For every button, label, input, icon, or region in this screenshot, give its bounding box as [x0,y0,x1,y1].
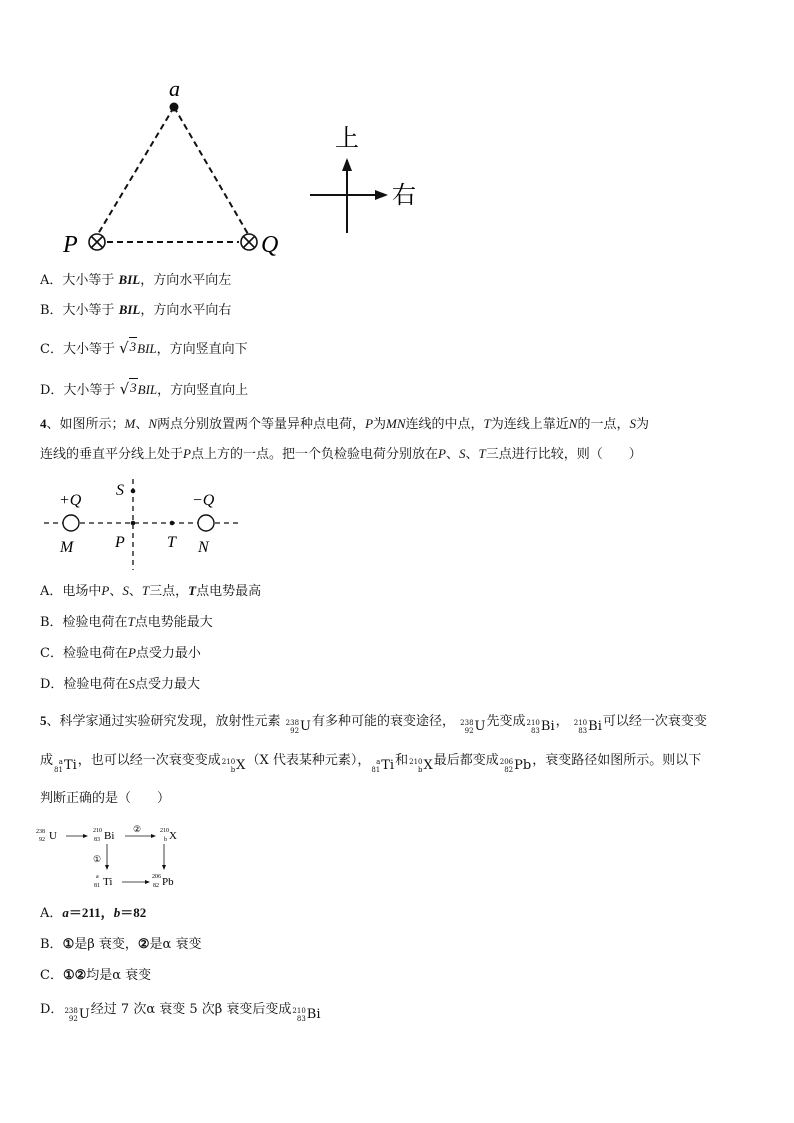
q4-number: 4 [40,416,47,431]
side-a-q [174,107,248,234]
q5-stem-line1: 5、科学家通过实验研究发现，放射性元素 238 92 U 有多种可能的衰变途径， 238 92 U 先变成 210 83 Bi ， 210 83 Bi 可以经一次衰变变 [40,713,707,735]
plus-q-label: +Q [59,492,82,509]
q5-option-b[interactable]: B．①是β 衰变，②是α 衰变 [40,936,202,952]
nuclide-bi210: 210 83 Bi [526,719,555,735]
point-s [131,489,136,494]
triangle-figure [55,76,435,262]
arrow-head-icon [105,865,109,870]
sqrt-icon: √ [119,339,129,357]
up-label: 上 [335,126,359,152]
nuclide-ti: a 81 Ti [54,758,77,774]
svg-text:81: 81 [94,883,100,889]
nuclide-u238: 238 92 U [64,1007,90,1023]
svg-text:210: 210 [160,828,169,834]
q5-option-c[interactable]: C．①②均是α 衰变 [40,967,152,983]
diagram-bi210 [93,828,114,843]
svg-text:Pb: Pb [162,876,174,888]
right-label: 右 [392,183,416,209]
sqrt-expression: √ 3 [119,380,137,398]
svg-text:U: U [49,830,57,842]
nuclide-x: 210 b X [221,758,246,774]
svg-text:206: 206 [152,874,161,880]
point-t [170,521,175,526]
nuclide-bi210: 210 83 Bi [573,719,602,735]
svg-text:210: 210 [93,828,102,834]
svg-text:Bi: Bi [104,830,115,842]
point-a-label: a [169,76,180,101]
s-label: S [116,482,124,499]
q4-option-c[interactable]: C．检验电荷在P点受力最小 [40,645,201,661]
q3-option-c[interactable]: C．大小等于 √ 3 BIL，方向竖直向下 [40,339,248,357]
diagram-pb206 [152,874,174,889]
current-into-page-p-icon [89,234,105,250]
svg-text:b: b [164,837,167,843]
right-arrow-icon [375,190,388,200]
n-label: N [198,539,209,556]
nuclide-ti: a 81 Ti [371,758,395,774]
arrow-head-icon [83,834,88,838]
svg-text:X: X [169,830,177,842]
charges-figure [40,476,250,576]
svg-text:a: a [96,874,99,880]
side-a-p [98,107,174,234]
q5-stem-line2: 成 a 81 Ti ，也可以经一次衰变变成 210 b X （X 代表某种元素）， a 81 Ti 和 210 b X 最后都变成 206 82 Pb ，衰变路径如图所示。则以下 [40,753,702,774]
q5-option-a[interactable]: A．a＝211，b＝82 [40,905,147,921]
nuclide-pb206: 206 82 Pb [499,758,532,774]
arrow-head-icon [162,865,166,870]
charge-m [63,515,79,531]
q4-option-a[interactable]: A．电场中P、S、T三点，T点电势最高 [40,583,262,599]
path-1-label: ① [93,854,102,864]
diagram-u238 [36,829,57,843]
nuclide-bi210: 210 83 Bi [292,1007,321,1023]
arrow-head-icon [151,834,156,838]
minus-q-label: −Q [192,492,215,509]
svg-text:92: 92 [39,837,45,843]
m-label: M [60,539,74,556]
q3-option-a[interactable]: A．大小等于 BIL，方向水平向左 [40,272,232,288]
sqrt-icon: √ [119,380,130,398]
nuclide-x: 210 b X [409,758,433,774]
svg-text:82: 82 [153,883,159,889]
q4-stem-line1: 4、如图所示；M、N两点分别放置两个等量异种点电荷，P为MN连线的中点，T为连线上靠近N的一点，S为 [40,416,649,432]
point-p-label: P [63,232,78,258]
q5-option-d[interactable]: D． 238 92 U 经过 7 次α 衰变 5 次β 衰变后变成 210 83 Bi [40,1002,321,1023]
diagram-x [160,828,177,843]
p-label: P [115,534,125,551]
current-into-page-q-icon [241,234,257,250]
nuclide-u238: 238 92 U [285,719,311,735]
svg-text:83: 83 [94,837,100,843]
charge-n [198,515,214,531]
q3-option-b[interactable]: B．大小等于 BIL，方向水平向右 [40,302,232,318]
q4-option-d[interactable]: D．检验电荷在S点受力最大 [40,676,200,692]
path-2-label: ② [133,824,142,834]
arrow-head-icon [145,880,150,884]
sqrt-expression: √ 3 [119,339,137,357]
t-label: T [167,534,176,551]
up-arrow-icon [342,158,352,171]
q3-option-d[interactable]: D．大小等于 √ 3 BIL，方向竖直向上 [40,380,249,398]
point-q-label: Q [261,232,279,258]
q5-stem-line3: 判断正确的是（ ） [40,791,171,806]
nuclide-u238: 238 92 U [460,719,486,735]
q4-option-b[interactable]: B．检验电荷在T点电势能最大 [40,614,213,630]
decay-path-diagram [36,822,196,892]
point-p [131,521,136,526]
svg-text:238: 238 [36,829,45,835]
q4-stem-line2: 连线的垂直平分线上处于P点上方的一点。把一个负检验电荷分别放在P、S、T三点进行比较，则（ ） [40,446,642,462]
q5-number: 5 [40,713,47,728]
svg-text:Ti: Ti [103,876,113,888]
diagram-ti [94,874,112,889]
